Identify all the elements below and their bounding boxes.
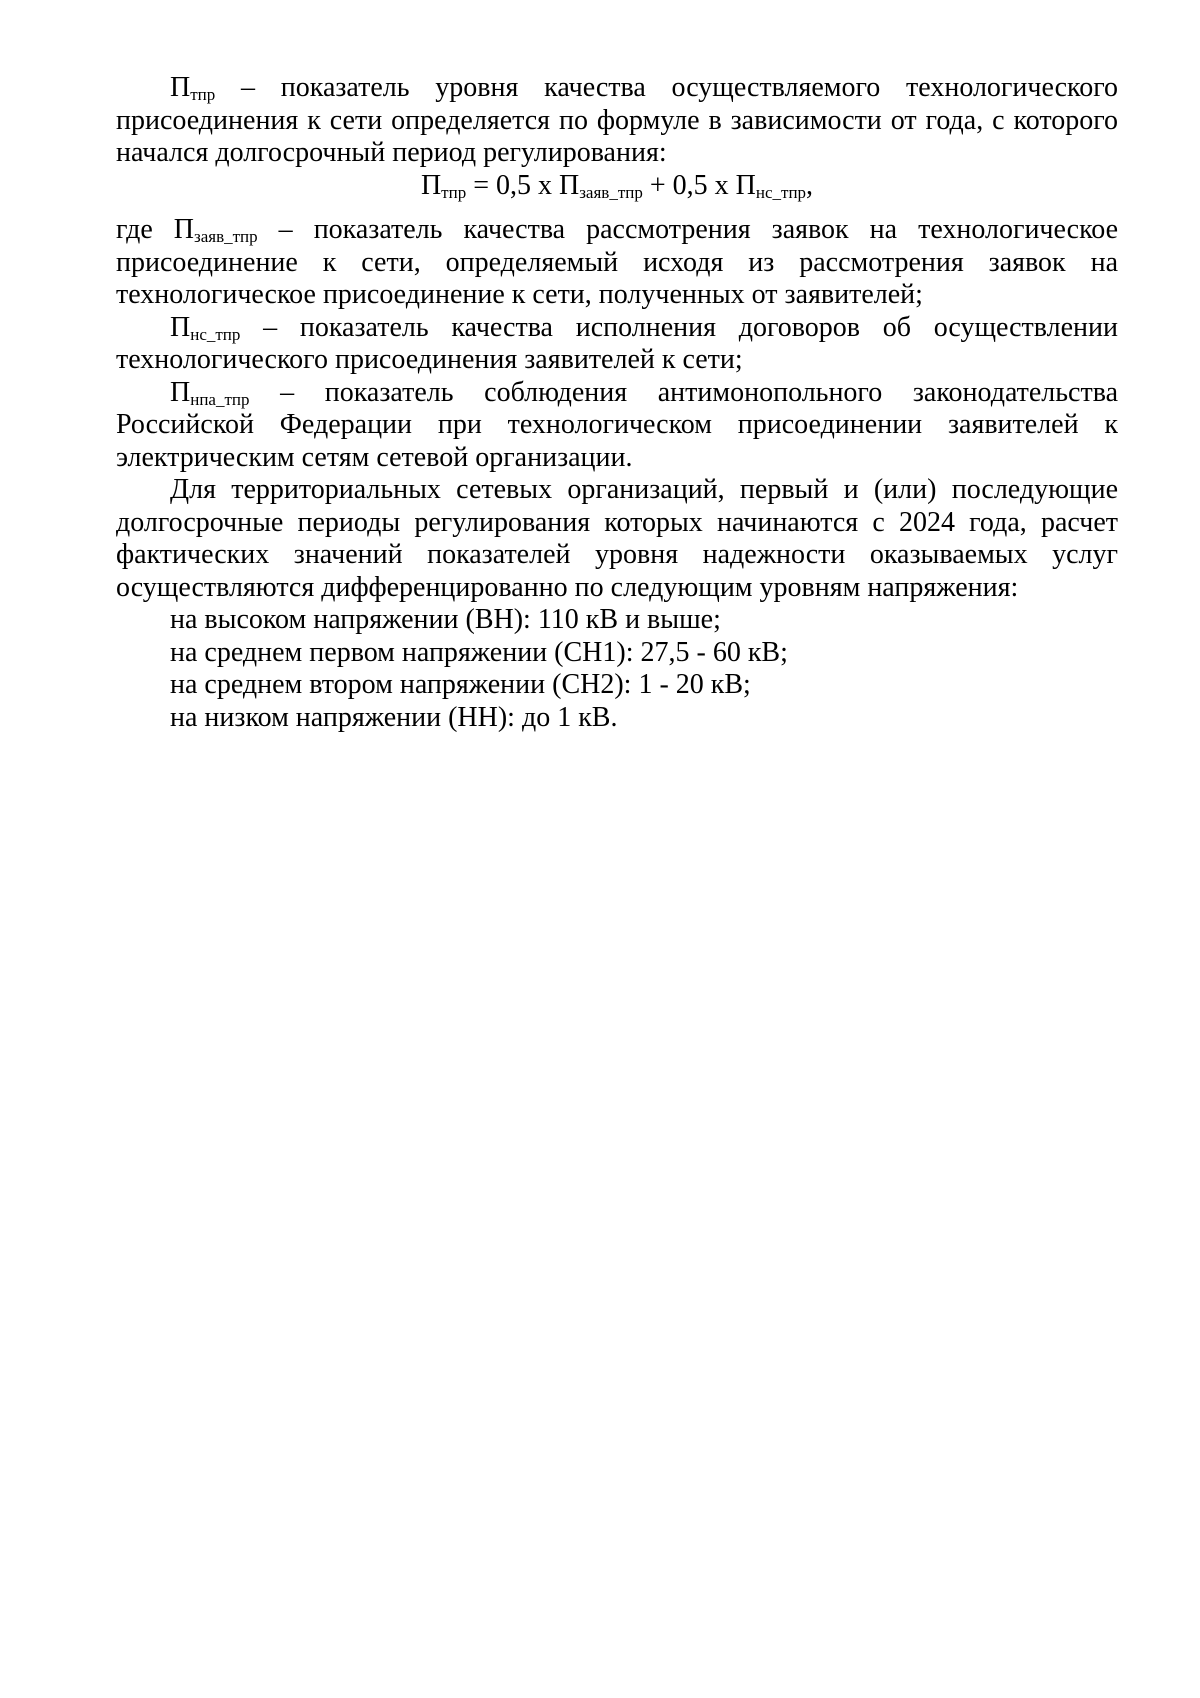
paragraph-text: – показатель соблюдения антимонопольного законодательства Российской Федерации при технологическом присоединении заявителей к электрическим сетям сетевой организации.	[116, 376, 1118, 473]
voltage-level-sn1: на среднем первом напряжении (СН1): 27,5 - 60 кВ;	[170, 636, 788, 668]
formula-symbol: П	[420, 169, 442, 201]
paragraph-text: – показатель качества рассмотрения заявок на технологическое присоединение к сети, определяемый исходя из рассмотрения заявок на технологическое присоединение к сети, полученных от заявителей;	[116, 214, 1119, 310]
paragraph-text: – показатель уровня качества осуществляемого технологического присоединения к сети определяется по формуле в зависимости от года, с которого начался долгосрочный период регулирования:	[116, 72, 1118, 168]
paragraph-text: – показатель качества исполнения договоров об осуществлении технологического присоединения заявителей к сети;	[116, 311, 1118, 375]
subscript-zayav: заяв_тпр	[194, 227, 258, 246]
paragraph-tpr-definition	[116, 72, 1118, 170]
formula-sub-tpr: тпр	[441, 182, 467, 202]
symbol-p: П	[170, 311, 191, 343]
formula-term-3: ,	[806, 169, 814, 201]
voltage-level-sn2: на среднем втором напряжении (СН2): 1 - 20 кВ;	[170, 669, 751, 700]
formula-term-1: = 0,5 х П	[466, 169, 580, 201]
subscript-tpr: тпр	[190, 85, 216, 104]
formula-term-2: + 0,5 х П	[642, 169, 756, 201]
document-body	[116, 72, 1118, 734]
paragraph-zayav-definition	[116, 214, 1118, 312]
subscript-ns: нс_тпр	[190, 324, 241, 344]
symbol-p: П	[170, 72, 191, 103]
paragraph-territorial-orgs: Для территориальных сетевых организаций, первый и (или) последующие долгосрочные периоды регулирования которых начинаются с 2024 года, расчет фактических значений показателей уровня надежности оказываемых услуг осуществляются дифференцированно по следующим уровням напряжения:	[116, 474, 1118, 603]
paragraph-npa-definition	[116, 377, 1118, 475]
formula-sub-ns: нс_тпр	[755, 182, 807, 202]
formula	[116, 170, 1118, 215]
paragraph-ns-definition	[116, 312, 1118, 377]
voltage-level-vn: на высоком напряжении (ВН): 110 кВ и выше;	[170, 604, 721, 635]
voltage-level-nn: на низком напряжении (НН): до 1 кВ.	[170, 701, 618, 733]
symbol-p: П	[170, 376, 191, 408]
formula-sub-zayav: заяв_тпр	[579, 182, 643, 202]
paragraph-lead: где П	[116, 214, 195, 245]
subscript-npa: нпа_тпр	[190, 389, 250, 409]
